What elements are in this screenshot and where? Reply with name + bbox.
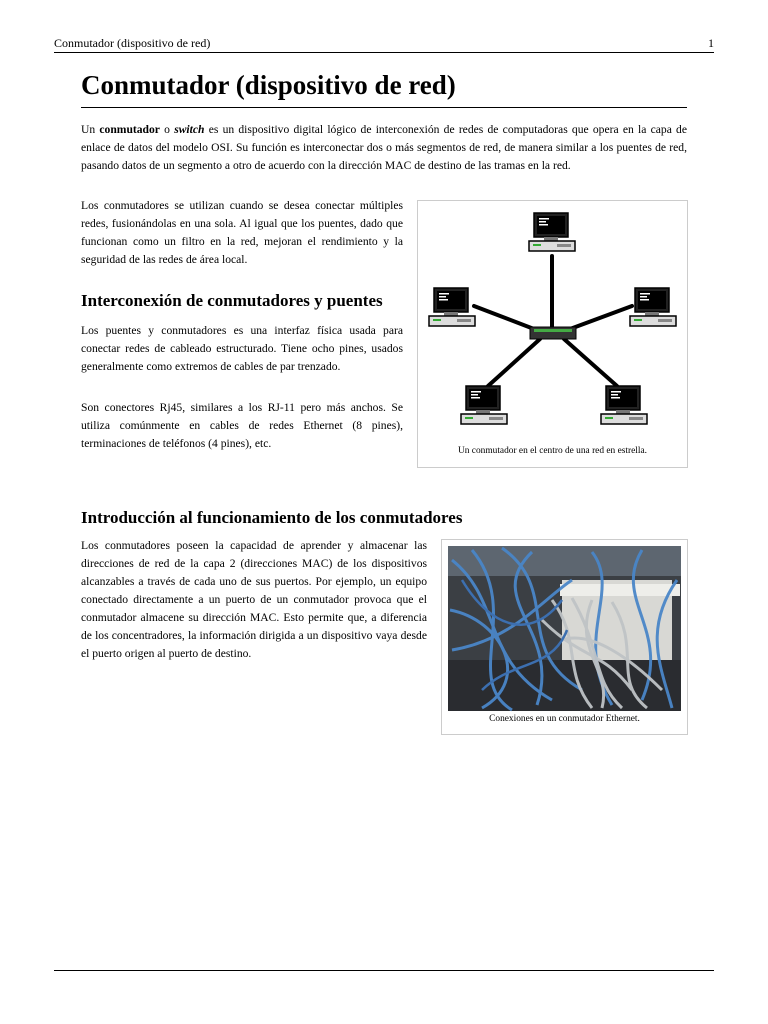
section2-paragraph-1: Los conmutadores poseen la capacidad de aprender y almacenar las direcciones de red de la capa 2 (direcciones MAC) de los dispositivos alcanzables a través de cada uno de sus puertos. Por ejemplo, un equipo conectado directamente a un puerto de un conmutador provoca que el conmutador almacene su dirección MAC. Esto permite que, a diferencia de los concentradores, la información dirigida a un dispositivo vaya desde el puerto origen al puerto de destino.	[81, 539, 427, 660]
computer-icon-left	[429, 288, 475, 326]
section1-paragraph-2: Son conectores Rj45, similares a los RJ-11 pero más anchos. Se utiliza comúnmente en cables de redes Ethernet (8 pines), terminaciones de teléfonos (4 pines), etc.	[81, 401, 403, 450]
figure-ethernet-switch-photo	[441, 539, 688, 735]
computer-icon-bottom-left	[461, 386, 507, 424]
intro-text-b: o	[159, 123, 175, 136]
network-cables	[474, 256, 632, 386]
intro-text-a: Un	[81, 123, 100, 136]
switch-icon	[530, 327, 576, 339]
computer-icon-bottom-right	[601, 386, 647, 424]
figure-star-network	[417, 200, 688, 468]
footer-rule	[54, 970, 714, 971]
section-heading-introduccion: Introducción al funcionamiento de los conmutadores	[81, 508, 463, 527]
term-switch: switch	[174, 123, 205, 136]
page-title: Conmutador (dispositivo de red)	[81, 70, 687, 108]
term-conmutador: conmutador	[99, 123, 160, 136]
figure-caption: Un conmutador en el centro de una red en estrella.	[458, 446, 647, 456]
intro-paragraph-1	[81, 121, 687, 175]
computer-icon-top	[529, 213, 575, 251]
intro-text-c: es un dispositivo digital lógico de interconexión de redes de computadoras que opera en la capa de enlace de datos del modelo OSI. Su función es interconectar dos o más segmentos de red, de manera similar a los puentes de red, pasando datos de un segmento a otro de acuerdo con la dirección MAC de destino de las tramas en la red.	[81, 123, 687, 172]
section-heading-interconexion: Interconexión de conmutadores y puentes	[81, 291, 383, 310]
intro-paragraph-2: Los conmutadores se utilizan cuando se desea conectar múltiples redes, fusionándolas en una sola. Al igual que los puentes, dado que funcionan como un filtro en la red, mejoran el rendimiento y la seguridad de las redes de área local.	[81, 199, 403, 266]
computer-icon-right	[630, 288, 676, 326]
running-header	[54, 34, 714, 53]
section1-paragraph-1: Los puentes y conmutadores es una interfaz física usada para conectar redes de cableado estructurado. Tiene ocho pines, usados generalmente como extremos de cables de par trenzado.	[81, 324, 403, 373]
star-network-diagram	[418, 201, 687, 445]
running-title: Conmutador (dispositivo de red)	[54, 36, 211, 50]
ethernet-cables-photo	[442, 540, 687, 712]
page-number: 1	[708, 36, 714, 50]
figure-caption: Conexiones en un conmutador Ethernet.	[489, 714, 640, 724]
